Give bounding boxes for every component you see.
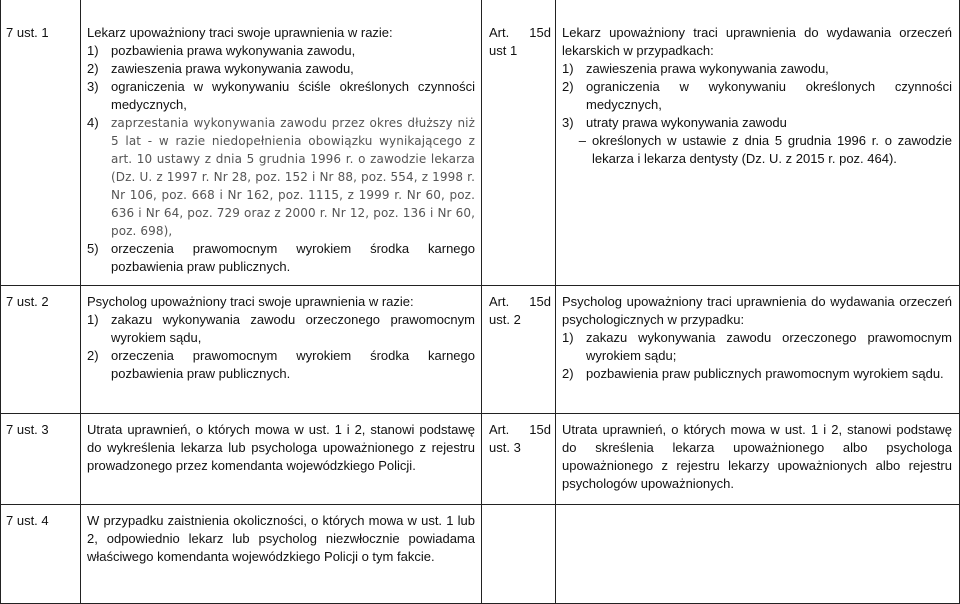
list-item: 2) pozbawienia praw publicznych prawomocnym wyrokiem sądu. <box>562 366 944 381</box>
row-1-old-text <box>87 24 475 276</box>
list-item: 3) utraty prawa wykonywania zawodu <box>562 115 787 130</box>
row-2-ref: 7 ust. 2 <box>6 294 49 309</box>
row-divider <box>0 285 960 286</box>
row-2-old-text <box>87 293 475 383</box>
row-4-old-text: W przypadku zaistnienia okoliczności, o których mowa w ust. 1 lub 2, odpowiednio lekarz lub psycholog niezwłocznie powiadama właściwego komendanta wojewódzkiego Policji o tym fakcie. <box>87 513 475 564</box>
list-item: 1) zawieszenia prawa wykonywania zawodu, <box>562 61 829 76</box>
column-divider <box>481 0 482 604</box>
row-divider <box>0 504 960 505</box>
row-1-ref: 7 ust. 1 <box>6 25 49 40</box>
row-1-new-ref: Art. 15d ust 1 <box>489 25 551 58</box>
list-item: 1) pozbawienia prawa wykonywania zawodu, <box>87 43 356 58</box>
list-item: 5) orzeczenia prawomocnym wyrokiem środka karnego pozbawienia praw publicznych. <box>87 241 475 274</box>
list-item: 4) zaprzestania wykonywania zawodu przez okres dłuższy niż 5 lat - w razie niedopełnienia obowiązku wynikającego z art. 10 ustawy z dnia 5 grudnia 1996 r. o zawodzie lekarza (Dz. U. z 1997 r. Nr 28, poz. 152 i Nr 88, poz. 554, z 1998 r. Nr 106, poz. 668 i Nr 162, poz. 1115, z 1999 r. Nr 60, poz. 636 i Nr 64, poz. 729 oraz z 2000 r. Nr 12, poz. 136 i Nr 60, poz. 698), <box>87 115 475 238</box>
row-1-new-text <box>562 24 952 168</box>
row-3-new-ref: Art. 15d ust. 3 <box>489 422 551 455</box>
row-2-intro2: Psycholog upoważniony traci uprawnienia do wydawania orzeczeń psychologicznych w przypadku: <box>562 294 952 327</box>
row-4-ref: 7 ust. 4 <box>6 513 49 528</box>
column-divider <box>80 0 81 604</box>
row-3-new-text: Utrata uprawnień, o których mowa w ust. 1 i 2, stanowi podstawę do skreślenia lekarza upoważnionego albo psychologa upoważnionego z rejestru lekarzy upoważnionych albo rejestru psychologów upoważnionych. <box>562 422 952 491</box>
row-1-intro2: Lekarz upoważniony traci uprawnienia do wydawania orzeczeń lekarskich w przypadkach: <box>562 25 952 58</box>
list-item: 2) ograniczenia w wykonywaniu określonych czynności medycznych, <box>562 79 952 112</box>
row-3-ref: 7 ust. 3 <box>6 422 49 437</box>
row-2-intro: Psycholog upoważniony traci swoje uprawnienia w razie: <box>87 294 414 309</box>
row-2-new-text <box>562 293 952 383</box>
row-divider <box>0 413 960 414</box>
list-item: – określonych w ustawie z dnia 5 grudnia 1996 r. o zawodzie lekarza i lekarza dentysty (Dz. U. z 2015 r. poz. 464). <box>578 133 952 166</box>
column-divider <box>555 0 556 604</box>
list-item: 2) orzeczenia prawomocnym wyrokiem środka karnego pozbawienia praw publicznych. <box>87 348 475 381</box>
row-1-intro: Lekarz upoważniony traci swoje uprawnienia w razie: <box>87 25 393 40</box>
row-2-new-ref: Art. 15d ust. 2 <box>489 294 551 327</box>
list-item: 1) zakazu wykonywania zawodu orzeczonego prawomocnym wyrokiem sądu; <box>562 330 952 363</box>
list-item: 3) ograniczenia w wykonywaniu ściśle określonych czynności medycznych, <box>87 79 475 112</box>
table-border-left <box>0 0 1 604</box>
list-item: 1) zakazu wykonywania zawodu orzeczonego prawomocnym wyrokiem sądu, <box>87 312 475 345</box>
row-3-old-text: Utrata uprawnień, o których mowa w ust. 1 i 2, stanowi podstawę do wykreślenia lekarza lub psychologa upoważnionego z rejestru prowadzonego przez komendanta wojewódzkiego Policji. <box>87 422 475 473</box>
list-item: 2) zawieszenia prawa wykonywania zawodu, <box>87 61 354 76</box>
